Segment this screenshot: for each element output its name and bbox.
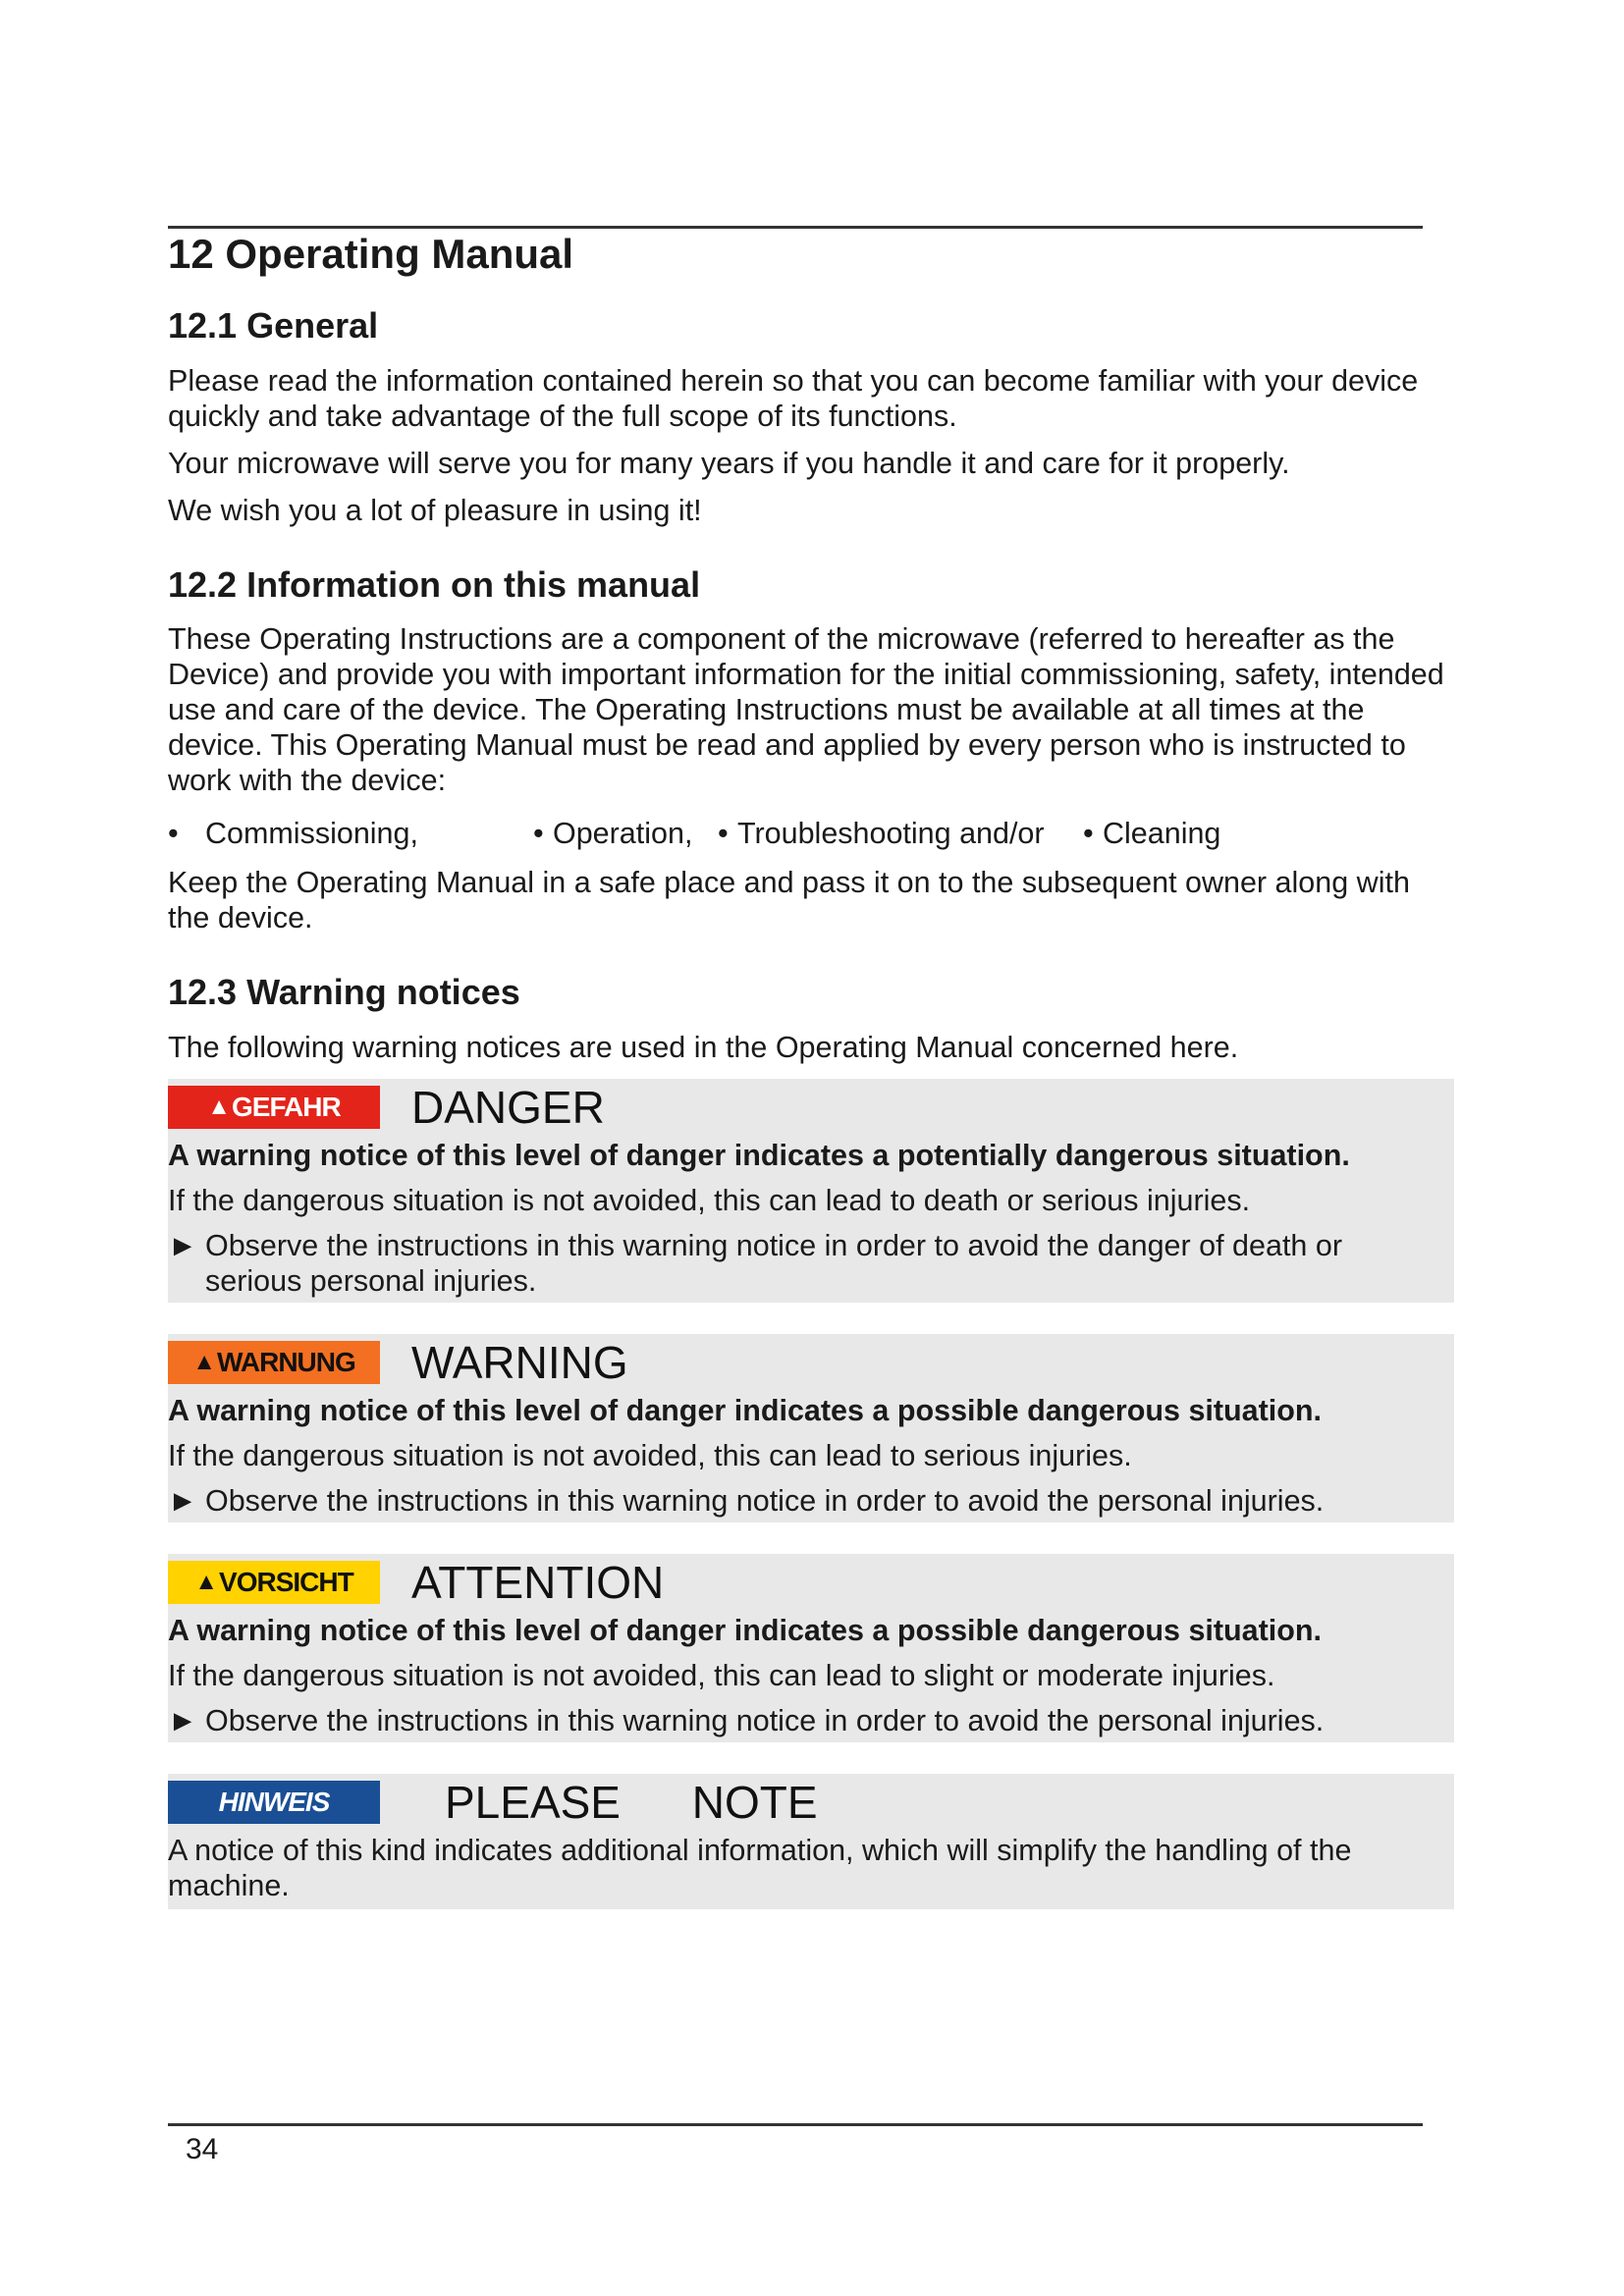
action-arrow-icon: ► [168,1483,198,1518]
action-arrow-icon: ► [168,1703,198,1737]
bullet-item: • Cleaning [1083,817,1221,851]
warning-badge: ▲ WARNUNG [168,1341,380,1384]
page-content [168,232,1454,1941]
chapter-title: 12 Operating Manual [168,231,574,277]
bullet-item: • Troubleshooting and/or [718,817,1045,851]
bullet-item: • Operation, [533,817,693,851]
danger-action: ► Observe the instructions in this warning notice in order to avoid the danger of death or serious personal injuries. [168,1228,1342,1298]
warning-action: ► Observe the instructions in this warning notice in order to avoid the personal injuries. [168,1483,1325,1518]
danger-title: DANGER [411,1081,605,1133]
note-title: PLEASE NOTE [445,1776,818,1828]
notice-note-header [168,1778,1454,1827]
section-title-general: 12.1 General [168,305,379,347]
warning-triangle-icon: ▲ [194,1568,218,1595]
caution-consequence: If the dangerous situation is not avoided, this can lead to slight or moderate injuries. [168,1658,1275,1692]
notice-note [168,1774,1454,1909]
warning-lead: A warning notice of this level of danger indicates a possible dangerous situation. [168,1393,1323,1427]
notice-warning-header [168,1338,1454,1387]
notice-caution-header [168,1558,1454,1607]
warning-consequence: If the dangerous situation is not avoided, this can lead to serious injuries. [168,1438,1132,1472]
danger-consequence: If the dangerous situation is not avoided, this can lead to death or serious injuries. [168,1183,1251,1217]
general-paragraph-3: We wish you a lot of pleasure in using it! [168,493,702,527]
warning-triangle-icon: ▲ [192,1348,215,1375]
info-paragraph-2: Keep the Operating Manual in a safe place and pass it on to the subsequent owner along with the device. [168,866,1410,935]
danger-badge: ▲ GEFAHR [168,1086,380,1129]
note-badge: HINWEIS [168,1781,380,1824]
page-number: 34 [186,2133,219,2165]
note-text: A notice of this kind indicates additional information, which will simplify the handling of the machine. [168,1833,1352,1902]
danger-lead: A warning notice of this level of danger indicates a potentially dangerous situation. [168,1138,1350,1172]
warning-title: WARNING [411,1336,628,1388]
section-title-warnings: 12.3 Warning notices [168,972,520,1013]
caution-action: ► Observe the instructions in this warning notice in order to avoid the personal injuries. [168,1703,1325,1737]
footer-rule [168,2123,1423,2126]
caution-title: ATTENTION [411,1556,665,1608]
info-bullet-list [168,816,1454,851]
info-paragraph-1: These Operating Instructions are a component of the microwave (referred to hereafter as the Device) and provide you with important information for the initial commissioning, safety, intended use and care of the device. The Operating Instructions must be available at all times at the device. This Operating Manual must be read and applied by every person who is instructed to work with the device: [168,622,1444,798]
section-title-info: 12.2 Information on this manual [168,563,701,605]
notice-warning [168,1334,1454,1522]
warnings-intro: The following warning notices are used in the Operating Manual concerned here. [168,1030,1239,1064]
notice-danger-header [168,1083,1454,1132]
general-paragraph-1: Please read the information contained herein so that you can become familiar with your device quickly and take advantage of the full scope of its functions. [168,363,1419,433]
notice-danger [168,1079,1454,1303]
warning-triangle-icon: ▲ [207,1093,231,1120]
bullet-item: • Commissioning, [168,817,418,851]
header-rule [168,226,1423,229]
notice-caution [168,1554,1454,1742]
caution-badge: ▲ VORSICHT [168,1561,380,1604]
caution-lead: A warning notice of this level of danger indicates a possible dangerous situation. [168,1613,1323,1647]
general-paragraph-2: Your microwave will serve you for many years if you handle it and care for it properly. [168,446,1290,480]
action-arrow-icon: ► [168,1228,198,1262]
